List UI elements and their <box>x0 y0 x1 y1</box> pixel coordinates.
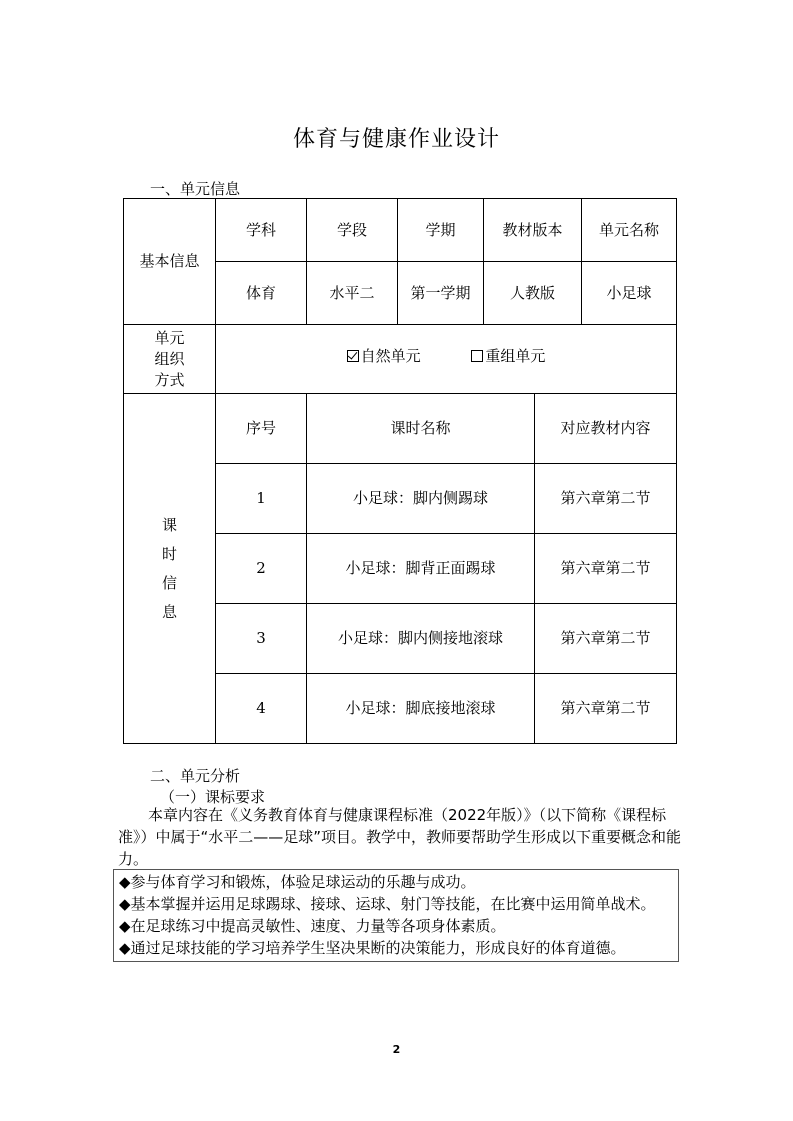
checkbox-checked-icon[interactable] <box>347 350 359 362</box>
option-label: 重组单元 <box>485 346 546 365</box>
header-stage: 学段 <box>307 199 398 262</box>
header-textbook: 教材版本 <box>484 199 582 262</box>
header-lesson-name: 课时名称 <box>307 394 535 464</box>
checkbox-empty-icon[interactable] <box>471 350 483 362</box>
lesson-number: 1 <box>216 464 307 534</box>
option-natural-unit[interactable] <box>347 346 421 367</box>
lessons-label-char: 信 <box>161 573 177 592</box>
lesson-content: 第六章第二节 <box>535 534 677 604</box>
value-semester: 第一学期 <box>398 262 484 325</box>
value-unit-name: 小足球 <box>582 262 677 325</box>
organization-label-line: 组织 <box>154 349 185 368</box>
section-heading-unit-analysis: 二、单元分析 <box>150 767 241 785</box>
standards-paragraph <box>118 804 688 870</box>
lessons-label-char: 课 <box>161 515 177 534</box>
lesson-content: 第六章第二节 <box>535 604 677 674</box>
header-textbook-content: 对应教材内容 <box>535 394 677 464</box>
value-stage: 水平二 <box>307 262 398 325</box>
lesson-content: 第六章第二节 <box>535 464 677 534</box>
page-title: 体育与健康作业设计 <box>292 127 500 152</box>
organization-options <box>216 325 677 394</box>
unit-info-table <box>123 198 677 394</box>
sub-heading-standards: （一）课标要求 <box>160 788 266 806</box>
organization-label-line: 单元 <box>154 328 185 347</box>
section-heading-unit-info: 一、单元信息 <box>150 180 241 198</box>
lesson-name: 小足球：脚背正面踢球 <box>307 534 535 604</box>
basic-info-label: 基本信息 <box>124 199 216 325</box>
lesson-content: 第六章第二节 <box>535 674 677 744</box>
value-textbook: 人教版 <box>484 262 582 325</box>
header-subject: 学科 <box>216 199 307 262</box>
lesson-name: 小足球：脚内侧踢球 <box>307 464 535 534</box>
option-label: 自然单元 <box>360 346 421 365</box>
list-item: ◆通过足球技能的学习培养学生坚决果断的决策能力，形成良好的体育道德。 <box>119 939 626 957</box>
paragraph-text: 本章内容在《义务教育体育与健康课程标准（2022年版）》（以下简称《课程标准》）中属于“水平二——足球”项目。教学中，教师要帮助学生形成以下重要概念和能力。 <box>118 806 682 868</box>
list-item: ◆基本掌握并运用足球踢球、接球、运球、射门等技能，在比赛中运用简单战术。 <box>119 895 656 913</box>
header-semester: 学期 <box>398 199 484 262</box>
lesson-name: 小足球：脚内侧接地滚球 <box>307 604 535 674</box>
list-item: ◆参与体育学习和锻炼，体验足球运动的乐趣与成功。 <box>119 873 476 891</box>
lessons-table <box>123 393 677 744</box>
header-unit-name: 单元名称 <box>582 199 677 262</box>
requirements-box <box>113 869 679 962</box>
header-number: 序号 <box>216 394 307 464</box>
organization-label <box>124 325 216 394</box>
list-item: ◆在足球练习中提高灵敏性、速度、力量等各项身体素质。 <box>119 917 506 935</box>
option-regrouped-unit[interactable] <box>471 346 545 367</box>
lesson-number: 4 <box>216 674 307 744</box>
lessons-label-char: 时 <box>161 544 177 563</box>
lesson-number: 2 <box>216 534 307 604</box>
lesson-number: 3 <box>216 604 307 674</box>
lesson-name: 小足球：脚底接地滚球 <box>307 674 535 744</box>
lessons-label-char: 息 <box>161 602 177 621</box>
lessons-label <box>124 394 216 744</box>
organization-label-line: 方式 <box>154 370 185 389</box>
page-number: 2 <box>392 1043 401 1056</box>
value-subject: 体育 <box>216 262 307 325</box>
